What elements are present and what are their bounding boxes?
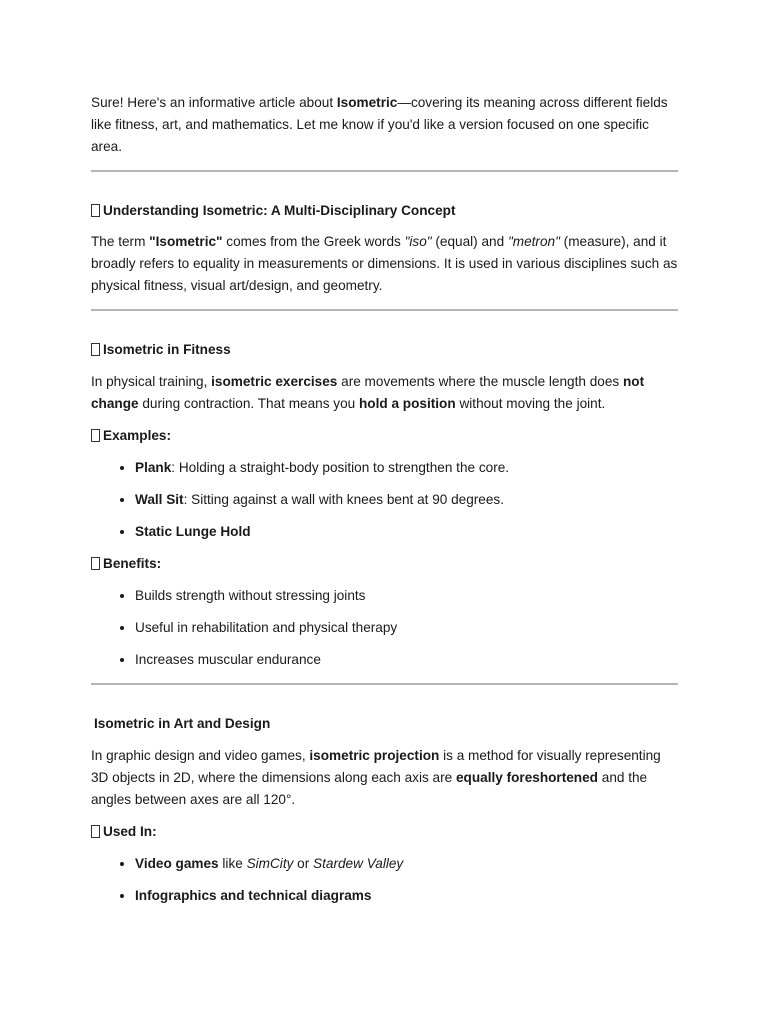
missing-glyph-box-icon	[91, 429, 100, 442]
subheading-text: Examples:	[103, 428, 172, 443]
section-heading-understanding	[91, 200, 678, 222]
used-in-list	[91, 853, 678, 907]
section-heading-text: Isometric in Art and Design	[94, 716, 271, 731]
list-item-bold: Static Lunge Hold	[135, 524, 251, 539]
bold-term: isometric projection	[309, 748, 440, 763]
benefits-list	[91, 585, 678, 671]
bold-term: hold a position	[359, 396, 456, 411]
section1-paragraph	[91, 231, 678, 297]
intro-text: Sure! Here's an informative article about	[91, 95, 337, 110]
section2-paragraph	[91, 371, 678, 415]
examples-heading	[91, 425, 678, 447]
text: In physical training,	[91, 374, 212, 389]
bold-term: equally foreshortened	[455, 770, 598, 785]
section-heading-art	[91, 713, 678, 735]
section3-paragraph	[91, 745, 678, 811]
divider	[91, 309, 678, 311]
section-heading-text: Understanding Isometric: A Multi-Disciplinary Concept	[103, 203, 456, 218]
missing-glyph-box-icon	[91, 557, 100, 570]
list-item-text: like	[218, 856, 247, 871]
list-item-text: or	[293, 856, 314, 871]
italic-term: "metron"	[507, 234, 560, 249]
bold-term: isometric exercises	[211, 374, 338, 389]
list-item-text: : Sitting against a wall with knees bent at 90 degrees.	[183, 492, 504, 507]
list-item-bold: Infographics and technical diagrams	[135, 888, 372, 903]
text: is a method for visually representing 3D objects in 2D, where the dimensions along each axis are	[91, 748, 661, 785]
used-in-heading	[91, 821, 678, 843]
text: without moving the joint.	[455, 396, 606, 411]
list-item: • Increases muscular endurance	[135, 649, 678, 671]
bold-term: not change	[91, 374, 645, 411]
list-item-text: : Holding a straight-body position to strengthen the core.	[171, 460, 510, 475]
italic-term: "iso"	[404, 234, 432, 249]
italic-term: Stardew Valley	[313, 856, 404, 871]
italic-term: SimCity	[246, 856, 294, 871]
list-item-bold: Video games	[135, 856, 219, 871]
section-heading-fitness	[91, 339, 678, 361]
text: are movements where the muscle length does	[337, 374, 623, 389]
list-item	[135, 457, 678, 479]
intro-paragraph	[91, 92, 678, 158]
subheading-text: Used In:	[103, 824, 157, 839]
text: (measure), and it broadly refers to equality in measurements or dimensions. It is used in various disciplines such as physical fitness, visual art/design, and geometry.	[91, 234, 678, 293]
text: during contraction. That means you	[138, 396, 359, 411]
list-item-bold: Plank	[135, 460, 172, 475]
divider	[91, 683, 678, 685]
list-item	[135, 853, 678, 875]
subheading-text: Benefits:	[103, 556, 162, 571]
examples-list	[91, 457, 678, 543]
section-heading-text: Isometric in Fitness	[103, 342, 231, 357]
benefits-heading	[91, 553, 678, 575]
list-item-bold: Wall Sit	[135, 492, 184, 507]
intro-text-rest: —covering its meaning across different fields like fitness, art, and mathematics. Let me know if you'd like a version focused on one specific area.	[91, 95, 668, 154]
text: comes from the Greek words	[222, 234, 405, 249]
missing-glyph-box-icon	[91, 825, 100, 838]
missing-glyph-box-icon	[91, 204, 100, 217]
list-item	[135, 885, 678, 907]
list-item	[135, 489, 678, 511]
missing-glyph-box-icon	[91, 343, 100, 356]
list-item	[135, 521, 678, 543]
list-item: • Useful in rehabilitation and physical therapy	[135, 617, 678, 639]
text: In graphic design and video games,	[91, 748, 310, 763]
text: The term	[91, 234, 150, 249]
divider	[91, 170, 678, 172]
article-body	[91, 92, 678, 907]
text: (equal) and	[431, 234, 508, 249]
bold-term: "Isometric"	[149, 234, 223, 249]
list-item: • Builds strength without stressing joints	[135, 585, 678, 607]
text: and the angles between axes are all 120°.	[91, 770, 648, 807]
intro-bold-term: Isometric	[336, 95, 398, 110]
